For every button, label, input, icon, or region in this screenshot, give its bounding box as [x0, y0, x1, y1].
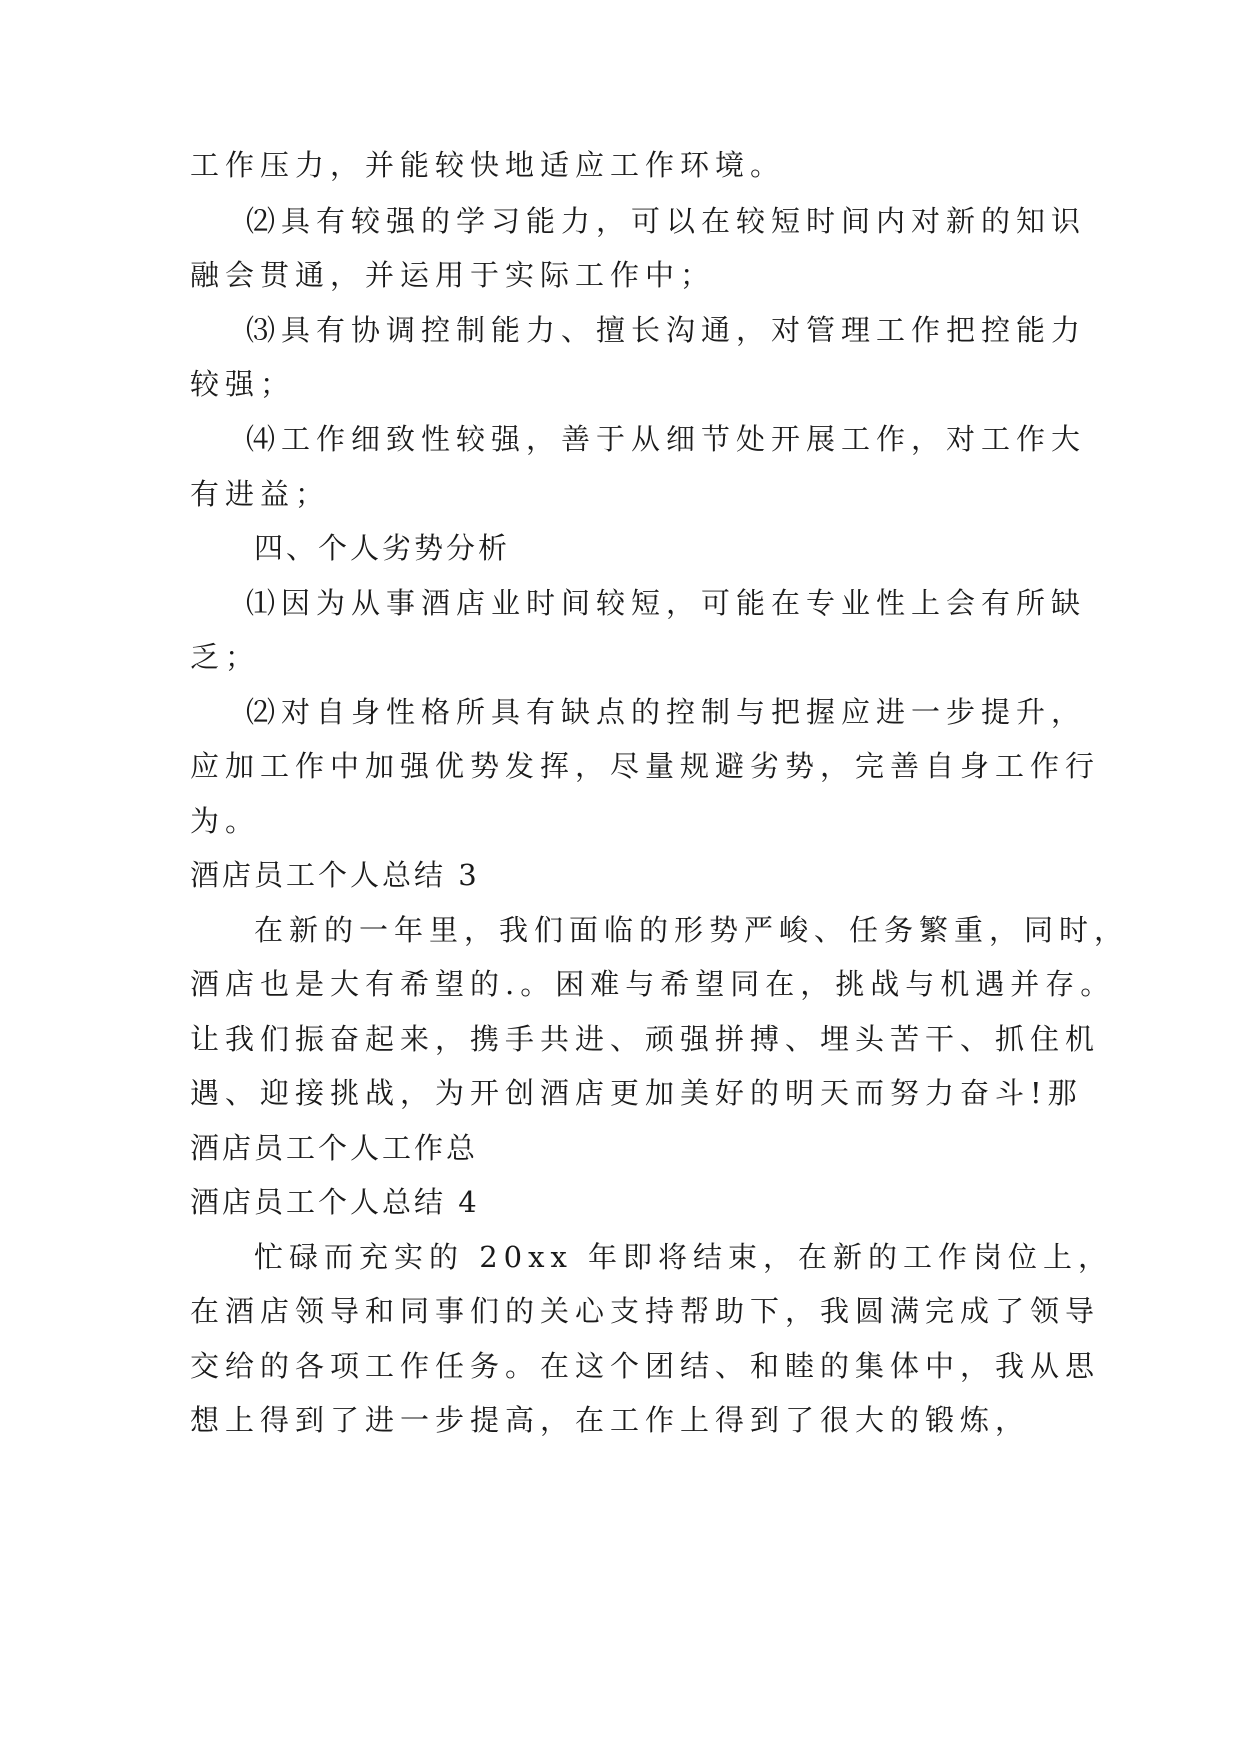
section-heading: 四、个人劣势分析 [254, 531, 511, 565]
body-text-line: 酒店也是大有希望的.。困难与希望同在，挑战与机遇并存。 [190, 967, 1116, 1001]
body-text-line: 交给的各项工作任务。在这个团结、和睦的集体中，我从思 [190, 1349, 1101, 1383]
section-title-4: 酒店员工个人总结 4 [190, 1185, 480, 1219]
body-text-line: 较强； [190, 367, 296, 401]
body-text-line: 在酒店领导和同事们的关心支持帮助下，我圆满完成了领导 [190, 1294, 1101, 1328]
body-text-line: 遇、迎接挑战，为开创酒店更加美好的明天而努力奋斗!那 [190, 1076, 1083, 1110]
paragraph-start-line: 忙碌而充实的 20xx 年即将结束，在新的工作岗位上， [254, 1240, 1114, 1274]
list-item-line: ⑵具有较强的学习能力，可以在较短时间内对新的知识 [246, 204, 1087, 238]
body-text-line: 工作压力，并能较快地适应工作环境。 [190, 148, 786, 182]
list-item-line: ⑴因为从事酒店业时间较短，可能在专业性上会有所缺 [246, 586, 1087, 620]
body-text-line: 应加工作中加强优势发挥，尽量规避劣势，完善自身工作行 [190, 749, 1101, 783]
body-text-line: 想上得到了进一步提高，在工作上得到了很大的锻炼， [190, 1403, 1031, 1437]
list-item-line: ⑶具有协调控制能力、擅长沟通，对管理工作把控能力 [246, 313, 1087, 347]
list-item-line: ⑵对自身性格所具有缺点的控制与把握应进一步提升， [246, 695, 1087, 729]
body-text-line: 让我们振奋起来，携手共进、顽强拼搏、埋头苦干、抓住机 [190, 1022, 1101, 1056]
list-item-line: ⑷工作细致性较强，善于从细节处开展工作，对工作大 [246, 422, 1087, 456]
paragraph-start-line: 在新的一年里，我们面临的形势严峻、任务繁重，同时， [254, 913, 1130, 947]
body-text-line: 乏； [190, 640, 261, 674]
body-text-line: 为。 [190, 804, 261, 838]
body-text-line: 融会贯通，并运用于实际工作中； [190, 258, 716, 292]
body-text-line: 有进益； [190, 477, 331, 511]
section-title-3: 酒店员工个人总结 3 [190, 858, 480, 892]
body-text-line: 酒店员工个人工作总 [190, 1131, 479, 1165]
